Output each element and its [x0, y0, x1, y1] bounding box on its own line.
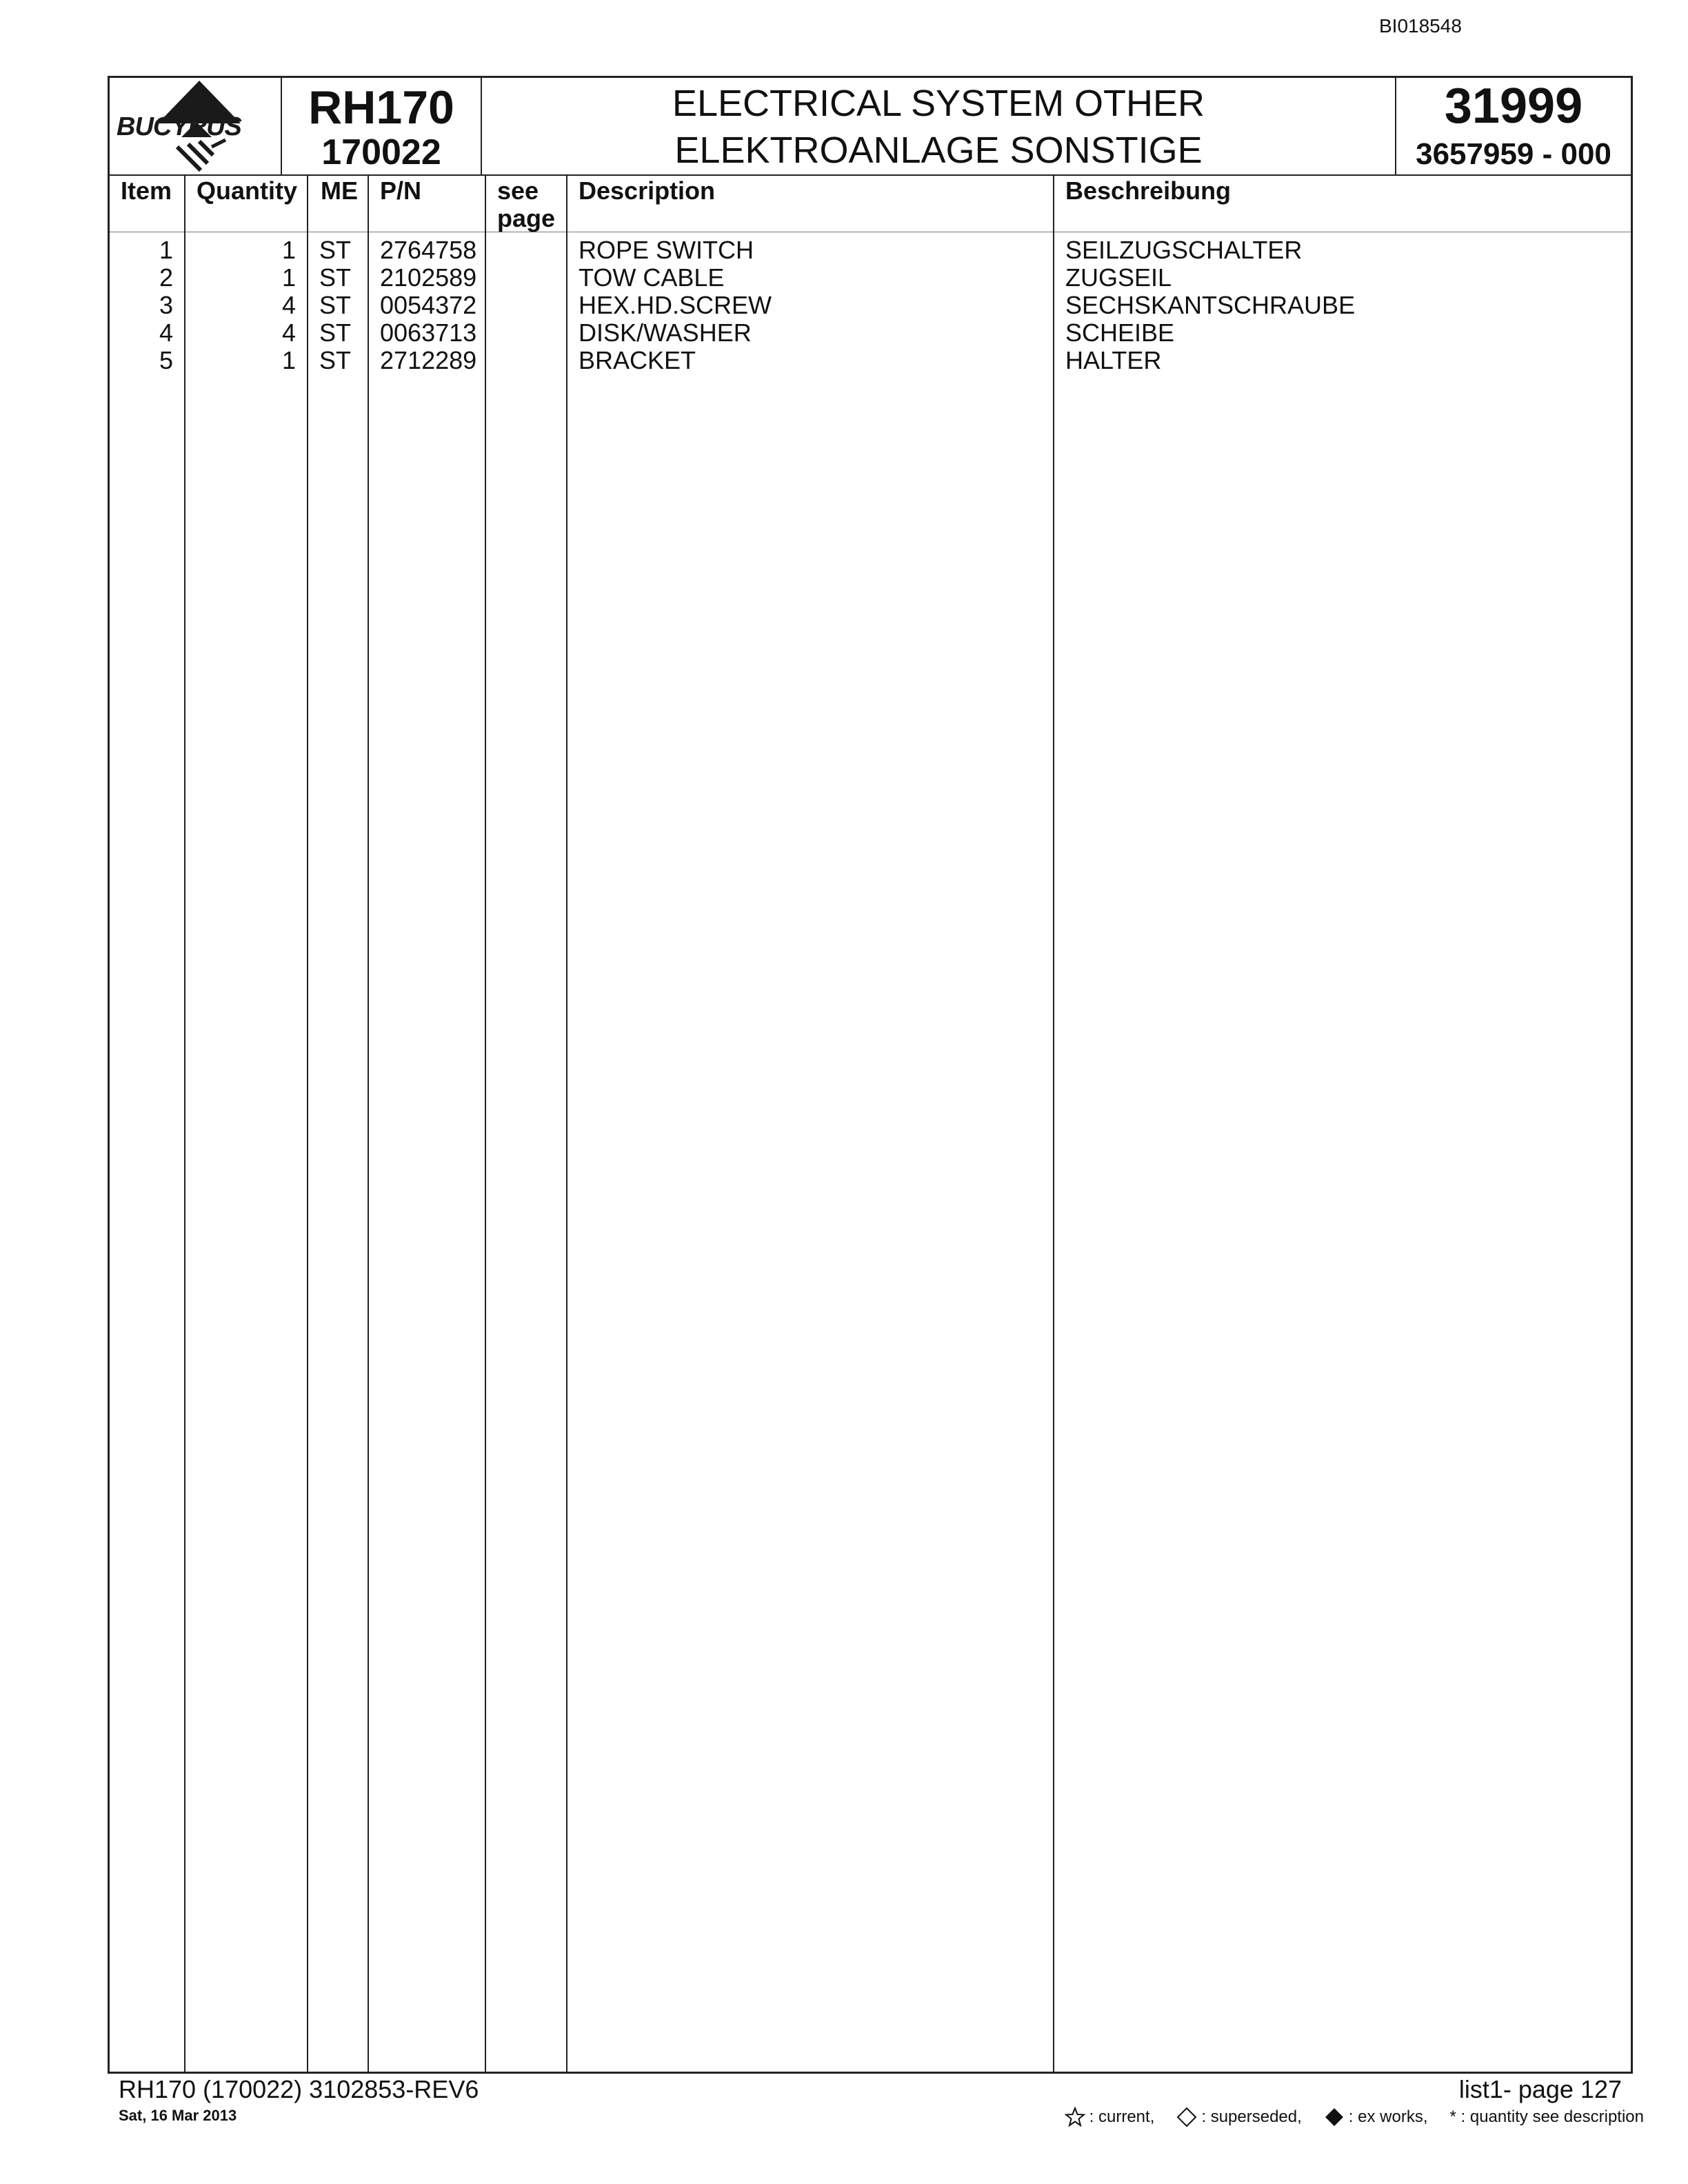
row-item: 2 [159, 263, 173, 292]
assembly-part-number: 3657959 - 000 [1416, 137, 1611, 171]
title-cell [482, 78, 1396, 176]
see-page-line1: see [497, 176, 539, 205]
column-header-see-page [486, 176, 566, 232]
row-beschreibung: SEILZUGSCHALTER [1065, 236, 1303, 264]
row-beschreibung: HALTER [1065, 346, 1162, 374]
machine-model: RH170 [308, 81, 454, 134]
row-item: 4 [159, 318, 173, 347]
row-item: 5 [159, 346, 173, 374]
column-quantity [184, 176, 307, 2072]
column-header-quantity: Quantity [185, 176, 307, 232]
row-quantity: 1 [281, 346, 296, 374]
column-header-item: Item [110, 176, 184, 232]
see-page-line2: page [497, 204, 556, 232]
model-cell [282, 78, 482, 176]
row-quantity: 1 [281, 236, 296, 264]
document-reference: BI018548 [1379, 15, 1462, 37]
row-part-number: 0063713 [380, 318, 477, 347]
diamond-outline-icon [1176, 2107, 1197, 2127]
row-see-page [486, 236, 566, 264]
row-me: ST [319, 236, 352, 264]
column-header-pn: P/N [369, 176, 485, 232]
row-me: ST [319, 291, 352, 319]
row-description: BRACKET [579, 346, 696, 374]
footer-document-info: RH170 (170022) 3102853-REV6 [119, 2075, 479, 2103]
column-item [110, 176, 184, 2072]
row-part-number: 0054372 [380, 291, 477, 319]
row-me: ST [319, 346, 352, 374]
row-me: ST [319, 318, 352, 347]
row-quantity: 1 [281, 263, 296, 292]
diamond-filled-icon [1324, 2107, 1345, 2127]
row-part-number: 2712289 [380, 346, 477, 374]
legend-ex-works-label: : ex works, [1348, 2107, 1428, 2126]
row-see-page [486, 292, 566, 319]
number-cell [1396, 78, 1631, 176]
row-item: 1 [159, 236, 173, 264]
column-me [307, 176, 368, 2072]
row-see-page [486, 319, 566, 347]
legend-quantity-label: * : quantity see description [1449, 2107, 1644, 2126]
group-number: 31999 [1444, 79, 1583, 134]
footer-page-info: list1- page 127 [1458, 2075, 1622, 2103]
star-icon [1065, 2107, 1085, 2127]
column-beschreibung [1053, 176, 1631, 2072]
title-german: ELEKTROANLAGE SONSTIGE [674, 130, 1203, 171]
row-item: 3 [159, 291, 173, 319]
row-description: DISK/WASHER [579, 318, 752, 347]
row-see-page [486, 347, 566, 374]
footer-date: Sat, 16 Mar 2013 [119, 2107, 237, 2124]
row-beschreibung: ZUGSEIL [1065, 263, 1172, 292]
logo-wordmark: BUCYRUS [117, 112, 241, 141]
row-description: ROPE SWITCH [579, 236, 754, 264]
title-english: ELECTRICAL SYSTEM OTHER [672, 83, 1205, 124]
row-part-number: 2102589 [380, 263, 477, 292]
column-header-beschreibung: Beschreibung [1054, 176, 1631, 232]
row-beschreibung: SECHSKANTSCHRAUBE [1065, 291, 1356, 319]
row-part-number: 2764758 [380, 236, 477, 264]
row-me: ST [319, 263, 352, 292]
column-part-number [368, 176, 485, 2072]
column-header-description: Description [567, 176, 1053, 232]
row-quantity: 4 [281, 318, 296, 347]
column-header-me: ME [308, 176, 368, 232]
legend-superseded-label: : superseded, [1201, 2107, 1302, 2126]
machine-serial: 170022 [321, 132, 441, 172]
row-quantity: 4 [281, 291, 296, 319]
footer-legend [1065, 2107, 1644, 2127]
column-description [566, 176, 1053, 2072]
legend-current-label: : current, [1089, 2107, 1155, 2126]
row-beschreibung: SCHEIBE [1065, 318, 1175, 347]
logo-cell [110, 78, 282, 176]
row-see-page [486, 264, 566, 292]
column-see-page [485, 176, 566, 2072]
parts-list-frame [108, 76, 1633, 2074]
row-description: TOW CABLE [579, 263, 725, 292]
row-description: HEX.HD.SCREW [579, 291, 772, 319]
